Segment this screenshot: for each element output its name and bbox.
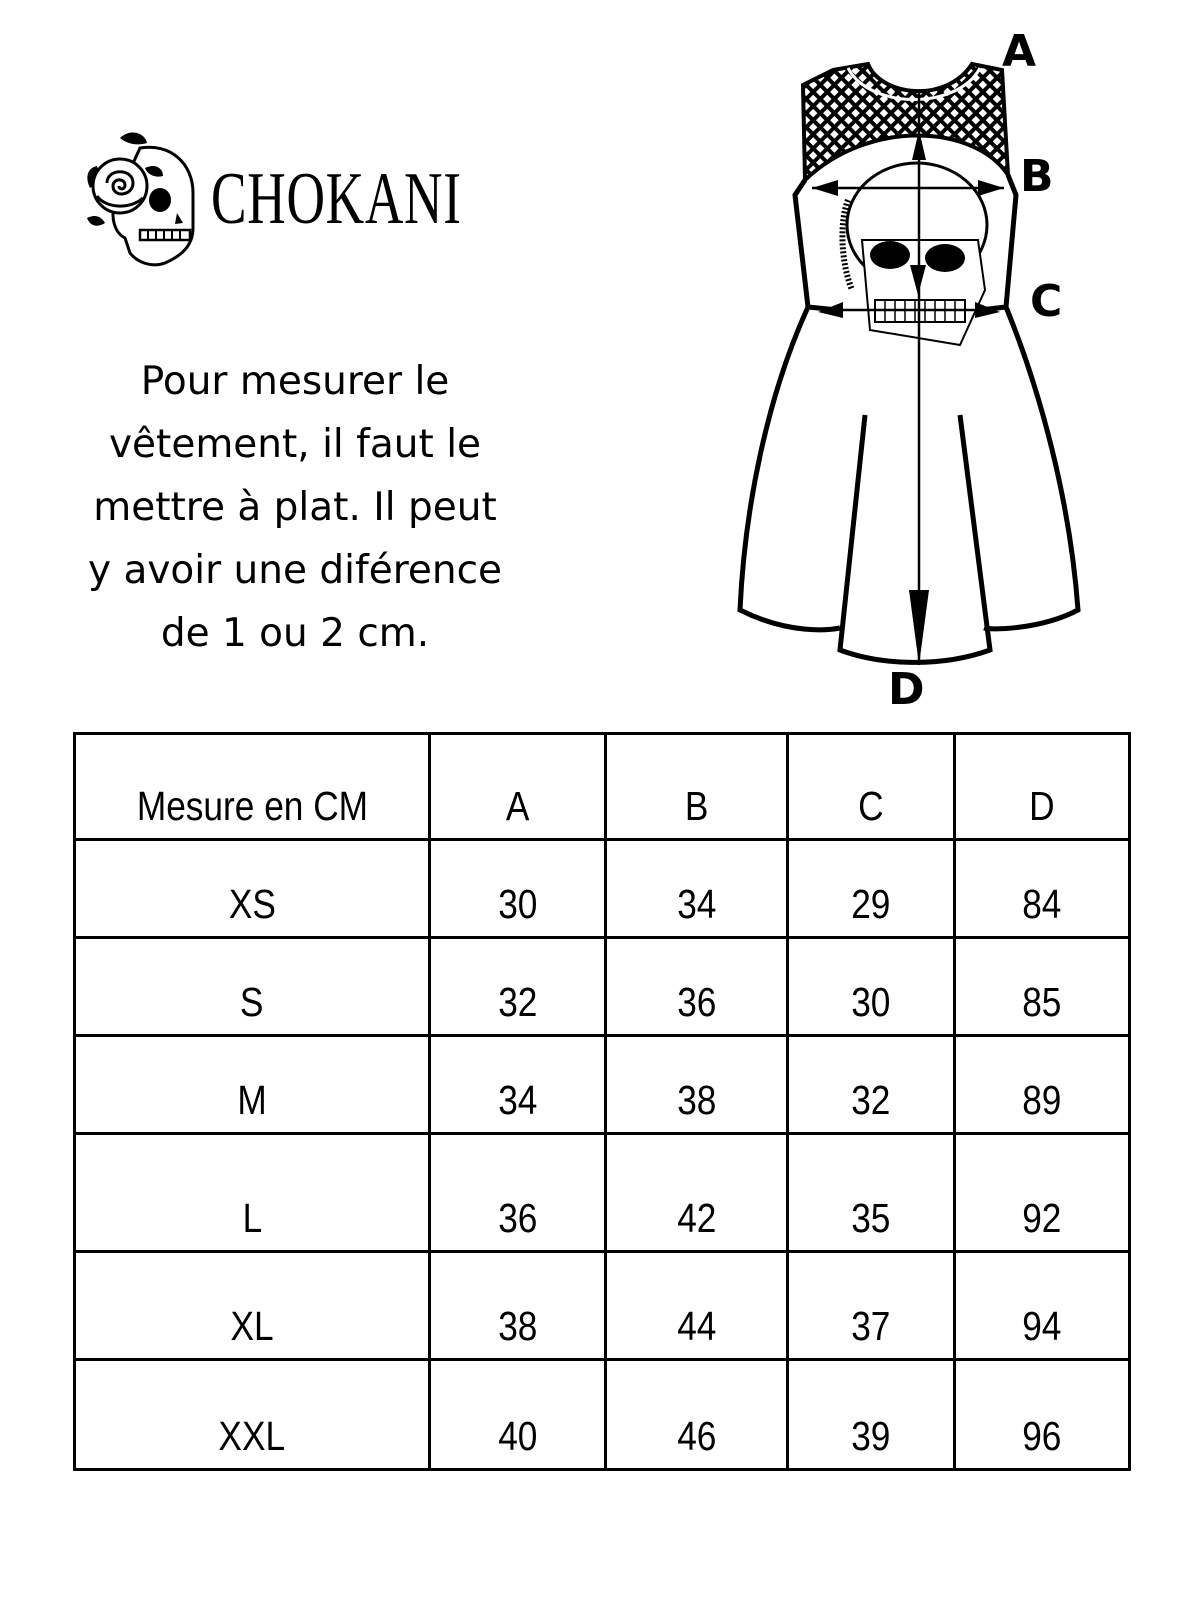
size-label: XXL — [75, 1360, 430, 1470]
table-row — [75, 840, 1130, 938]
value-c: 29 — [788, 840, 955, 938]
dress-diagram — [720, 25, 1140, 725]
instruction-line: Pour mesurer le — [140, 359, 450, 404]
brand-name: CHOKANI — [211, 158, 462, 240]
value-d: 94 — [955, 1252, 1130, 1360]
brand-logo — [85, 128, 485, 268]
measure-label-d: D — [888, 664, 925, 715]
table-header-row — [75, 734, 1130, 840]
dress-outline-icon — [720, 25, 1140, 725]
value-a: 40 — [430, 1360, 606, 1470]
value-a: 30 — [430, 840, 606, 938]
value-d: 89 — [955, 1036, 1130, 1134]
measure-label-a: A — [1002, 26, 1037, 77]
measuring-instructions — [60, 350, 530, 665]
value-d: 92 — [955, 1134, 1130, 1252]
skull-rose-icon — [85, 128, 200, 268]
value-c: 37 — [788, 1252, 955, 1360]
value-d: 84 — [955, 840, 1130, 938]
value-a: 38 — [430, 1252, 606, 1360]
instruction-line: y avoir une diférence — [87, 548, 503, 593]
header-a: A — [430, 734, 606, 840]
value-b: 34 — [606, 840, 788, 938]
size-label: L — [75, 1134, 430, 1252]
measure-label-c: C — [1030, 276, 1063, 327]
size-label: S — [75, 938, 430, 1036]
value-c: 30 — [788, 938, 955, 1036]
instruction-line: vêtement, il faut le — [108, 422, 482, 467]
header-b: B — [606, 734, 788, 840]
value-a: 32 — [430, 938, 606, 1036]
instruction-line: de 1 ou 2 cm. — [160, 611, 430, 656]
size-label: M — [75, 1036, 430, 1134]
instruction-line: mettre à plat. Il peut — [93, 485, 497, 530]
value-d: 96 — [955, 1360, 1130, 1470]
header-c: C — [788, 734, 955, 840]
size-label: XL — [75, 1252, 430, 1360]
value-b: 36 — [606, 938, 788, 1036]
size-chart-table — [73, 732, 1131, 1471]
size-label: XS — [75, 840, 430, 938]
value-a: 36 — [430, 1134, 606, 1252]
table-row — [75, 1360, 1130, 1470]
header-d: D — [955, 734, 1130, 840]
value-d: 85 — [955, 938, 1130, 1036]
value-c: 32 — [788, 1036, 955, 1134]
value-c: 35 — [788, 1134, 955, 1252]
value-a: 34 — [430, 1036, 606, 1134]
table-row — [75, 1252, 1130, 1360]
value-b: 44 — [606, 1252, 788, 1360]
value-b: 42 — [606, 1134, 788, 1252]
value-c: 39 — [788, 1360, 955, 1470]
value-b: 46 — [606, 1360, 788, 1470]
header-measure: Mesure en CM — [75, 734, 430, 840]
table-row — [75, 1134, 1130, 1252]
measure-label-b: B — [1020, 151, 1054, 202]
table-row — [75, 1036, 1130, 1134]
table-row — [75, 938, 1130, 1036]
value-b: 38 — [606, 1036, 788, 1134]
